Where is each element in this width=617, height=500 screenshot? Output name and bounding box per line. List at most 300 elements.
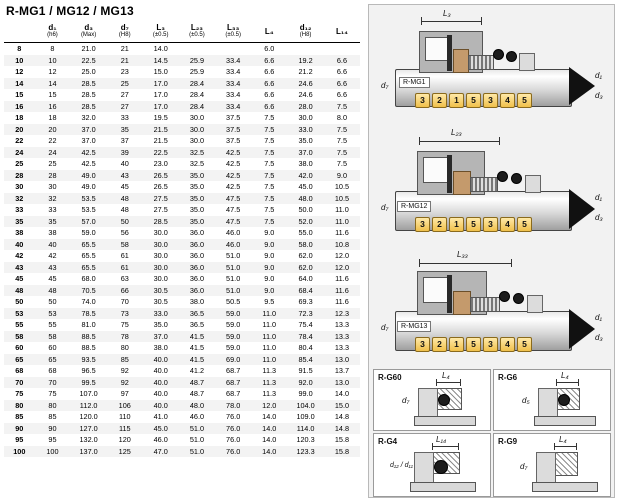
dim-tick xyxy=(436,379,437,386)
table-cell: 70 xyxy=(48,377,57,387)
table-cell: 114.0 xyxy=(296,423,315,433)
col-head-main: L₃ xyxy=(156,23,166,32)
dim-label-d7: d₇ xyxy=(402,396,410,405)
table-cell: 50.5 xyxy=(226,297,241,306)
table-cell: 21.5 xyxy=(153,124,168,134)
figure-rg6 xyxy=(493,369,611,431)
oring xyxy=(511,173,522,184)
callout-chip: 3 xyxy=(483,217,498,232)
table-cell: 24 xyxy=(48,147,57,157)
dim-tick xyxy=(419,259,420,267)
dim-tick xyxy=(511,259,512,267)
table-cell: 35.0 xyxy=(153,320,168,329)
table-cell: 11.6 xyxy=(335,228,349,237)
table-cell: 120 xyxy=(118,435,131,444)
table-cell: 40.0 xyxy=(153,400,168,410)
figure-mg13 xyxy=(373,249,610,365)
table-cell: 69.0 xyxy=(226,354,241,364)
table-cell: 68.0 xyxy=(81,274,96,283)
table-cell: 37.5 xyxy=(226,113,241,122)
table-cell: 7.5 xyxy=(336,159,348,168)
table-cell: 8.0 xyxy=(336,113,348,122)
table-cell: 63 xyxy=(120,274,129,283)
table-col-header xyxy=(287,20,324,43)
table-cell: 26.5 xyxy=(153,182,168,191)
table-cell: 9.0 xyxy=(336,170,348,180)
figure-rg9 xyxy=(493,433,611,497)
oring xyxy=(513,293,524,304)
table-cell: 72.3 xyxy=(298,308,313,318)
table-cell: 32 xyxy=(48,193,57,203)
table-cell: 11.3 xyxy=(262,389,277,398)
table-cell-size: 55 xyxy=(15,320,24,329)
table-cell: 80 xyxy=(48,400,57,410)
table-cell: 70 xyxy=(120,297,129,306)
table-cell: 50 xyxy=(120,216,129,226)
table-cell: 120.3 xyxy=(296,435,315,444)
table-cell: 6.6 xyxy=(336,55,348,65)
table-cell: 85 xyxy=(48,412,57,421)
dim-label-d7: d₇ xyxy=(381,81,389,90)
table-cell: 57.0 xyxy=(81,216,96,226)
table-cell: 35.0 xyxy=(189,193,205,203)
dim-tick xyxy=(578,379,579,386)
table-cell: 41.2 xyxy=(189,366,205,375)
table-cell: 6.6 xyxy=(264,78,275,88)
spring xyxy=(468,55,494,70)
figure-rg4 xyxy=(373,433,491,497)
seal-face-ring xyxy=(447,155,452,193)
dim-label-d1: d₁ xyxy=(595,313,602,322)
table-cell: 91.5 xyxy=(298,366,313,375)
table-cell: 106 xyxy=(118,400,131,410)
table-row xyxy=(4,411,360,423)
table-cell: 53 xyxy=(48,308,57,318)
dim-tick xyxy=(576,443,577,450)
dim-label-L33: L₃₃ xyxy=(457,250,468,259)
table-cell: 41.5 xyxy=(189,343,205,352)
seal-face-ring xyxy=(447,35,452,71)
figure-mg1 xyxy=(373,9,610,121)
table-row xyxy=(4,204,360,216)
table-cell: 27 xyxy=(120,90,129,99)
table-cell: 40.0 xyxy=(153,366,168,375)
table-row xyxy=(4,342,360,354)
retainer xyxy=(418,388,438,418)
table-cell: 48.7 xyxy=(189,389,205,398)
table-cell: 58 xyxy=(120,239,129,249)
table-row xyxy=(4,124,360,136)
figure-rg60 xyxy=(373,369,491,431)
table-cell: 35.0 xyxy=(189,170,205,180)
table-cell: 137.0 xyxy=(79,446,98,456)
table-row xyxy=(4,227,360,239)
table-cell-size: 70 xyxy=(15,377,24,387)
table-cell: 59.0 xyxy=(226,343,241,352)
table-cell: 48.0 xyxy=(189,400,205,410)
callout-chip: 5 xyxy=(517,93,532,108)
table-cell: 9.0 xyxy=(264,251,275,260)
table-cell: 12.0 xyxy=(334,262,350,272)
table-row xyxy=(4,43,360,55)
table-row xyxy=(4,319,360,331)
table-cell: 6.6 xyxy=(264,90,275,99)
table-cell: 7.5 xyxy=(264,182,275,191)
table-cell: 35.0 xyxy=(189,216,205,226)
retainer xyxy=(519,53,535,71)
table-cell-size: 80 xyxy=(15,400,24,410)
table-cell-size: 58 xyxy=(15,331,24,341)
table-cell: 13.3 xyxy=(334,343,350,352)
col-head-sub: (H8) xyxy=(118,32,131,38)
table-cell: 30.5 xyxy=(153,285,168,295)
table-row xyxy=(4,193,360,205)
callout-chips-mg13 xyxy=(415,337,532,352)
table-cell: 30.0 xyxy=(189,136,205,145)
table-cell: 14.0 xyxy=(262,446,277,456)
table-cell: 68.4 xyxy=(298,285,313,295)
dim-line-top xyxy=(556,382,578,383)
table-cell: 47.5 xyxy=(226,193,241,203)
table-cell: 70.5 xyxy=(81,285,96,295)
figure-label-mg1: R-MG1 xyxy=(399,77,430,88)
table-cell: 28.5 xyxy=(81,90,96,99)
table-cell: 37.0 xyxy=(153,331,168,341)
housing-cavity xyxy=(423,157,449,183)
table-cell: 25 xyxy=(120,78,129,88)
table-cell: 33.4 xyxy=(226,101,241,111)
table-cell: 11.0 xyxy=(262,354,277,364)
oring xyxy=(438,394,450,406)
table-cell: 15.8 xyxy=(334,446,350,456)
table-cell: 18 xyxy=(48,113,57,122)
table-cell: 90 xyxy=(48,423,57,433)
table-cell: 6.0 xyxy=(264,44,275,53)
col-head-main: d₁₂ xyxy=(299,23,312,32)
dim-label-L14: L₁₄ xyxy=(436,435,447,444)
callout-chip: 5 xyxy=(466,93,481,108)
shaft-body xyxy=(410,482,476,492)
figures-panel xyxy=(368,4,615,498)
table-cell: 9.5 xyxy=(264,297,275,306)
table-cell: 74.0 xyxy=(81,297,96,306)
shaft-cone xyxy=(569,189,595,229)
table-cell: 75 xyxy=(120,320,129,329)
table-cell: 32.0 xyxy=(81,113,96,122)
table-cell: 64.0 xyxy=(298,274,313,283)
table-cell-size: 28 xyxy=(15,170,24,180)
table-cell: 45.0 xyxy=(153,423,168,433)
table-cell-size: 65 xyxy=(15,354,24,364)
table-cell: 59.0 xyxy=(226,331,241,341)
table-row xyxy=(4,308,360,320)
col-head-sub: (H8) xyxy=(299,32,312,38)
table-cell-size: 16 xyxy=(15,101,24,111)
table-cell: 24.6 xyxy=(298,78,313,88)
table-cell: 32.5 xyxy=(189,159,205,168)
table-cell: 76.0 xyxy=(226,423,241,433)
table-cell: 14.5 xyxy=(153,55,168,65)
table-cell: 21 xyxy=(120,44,129,53)
retainer xyxy=(525,175,541,193)
table-row xyxy=(4,331,360,343)
table-cell-size: 30 xyxy=(15,182,24,191)
table-cell: 6.6 xyxy=(264,67,275,76)
table-cell: 59.0 xyxy=(81,228,96,237)
table-cell: 26.5 xyxy=(153,170,168,180)
table-cell: 14.8 xyxy=(334,412,350,421)
dim-line-top xyxy=(554,446,576,447)
table-cell: 30.0 xyxy=(189,113,205,122)
table-cell: 127.0 xyxy=(79,423,98,433)
table-cell: 46.0 xyxy=(226,239,241,249)
table-cell: 14.0 xyxy=(153,44,168,53)
table-cell-size: 50 xyxy=(15,297,24,306)
table-cell: 37.0 xyxy=(81,136,96,145)
table-cell: 65.5 xyxy=(81,251,96,260)
figure-label-mg13: R-MG13 xyxy=(397,321,431,332)
table-cell-size: 40 xyxy=(15,239,24,249)
table-cell-size: 95 xyxy=(15,435,24,444)
retainer xyxy=(414,452,434,484)
table-cell: 53.5 xyxy=(81,205,96,214)
dim-label-d7: d₇ xyxy=(520,462,528,471)
table-cell: 52.0 xyxy=(298,216,313,226)
dim-tick xyxy=(554,443,555,450)
table-cell-size: 75 xyxy=(15,389,24,398)
table-cell: 36.0 xyxy=(189,274,205,283)
table-cell: 7.5 xyxy=(264,193,275,203)
table-cell: 40.0 xyxy=(153,389,168,398)
table-cell: 51.0 xyxy=(226,251,241,260)
elastomer-bellow xyxy=(453,291,471,315)
callout-chip: 5 xyxy=(517,337,532,352)
callout-chip: 1 xyxy=(449,337,464,352)
table-cell: 33.0 xyxy=(298,124,313,134)
table-row xyxy=(4,400,360,412)
table-cell: 93.5 xyxy=(81,354,96,364)
table-cell: 9.0 xyxy=(264,262,275,272)
table-row xyxy=(4,216,360,228)
callout-chip: 2 xyxy=(432,93,447,108)
table-cell-size: 45 xyxy=(15,274,24,283)
table-cell: 68.7 xyxy=(226,366,241,375)
table-cell: 35 xyxy=(120,124,129,134)
table-cell: 12.0 xyxy=(334,251,350,260)
table-cell: 28.5 xyxy=(153,216,168,226)
dim-label-L4: L₄ xyxy=(559,435,567,444)
table-cell: 22.5 xyxy=(81,55,96,65)
housing-cavity xyxy=(425,37,449,61)
table-cell: 22 xyxy=(48,136,57,145)
table-cell: 9.0 xyxy=(264,228,275,237)
table-cell: 48 xyxy=(48,285,57,295)
table-cell: 30.0 xyxy=(153,262,168,272)
table-cell: 80.4 xyxy=(298,343,313,352)
callout-chip: 1 xyxy=(449,217,464,232)
table-cell: 9.0 xyxy=(264,239,275,249)
table-cell: 42.5 xyxy=(81,159,96,168)
col-head-main: d₁ xyxy=(48,23,57,32)
table-cell: 17.0 xyxy=(153,101,168,111)
table-cell: 76.0 xyxy=(226,446,241,456)
table-cell: 43 xyxy=(48,262,57,272)
figure-label-rg60: R-G60 xyxy=(378,373,402,382)
table-cell: 7.5 xyxy=(264,205,275,214)
dim-label-L23: L₂₃ xyxy=(451,128,462,137)
table-cell-size: 60 xyxy=(15,343,24,352)
table-cell-size: 8 xyxy=(17,44,22,53)
table-cell: 38.0 xyxy=(298,159,313,168)
table-row xyxy=(4,354,360,366)
figure-label-rg9: R-G9 xyxy=(498,437,518,446)
table-cell-size: 14 xyxy=(15,78,24,88)
table-cell: 13.0 xyxy=(334,377,350,387)
table-row xyxy=(4,423,360,435)
table-cell: 42.5 xyxy=(226,159,241,168)
table-cell: 35.0 xyxy=(298,136,313,145)
table-cell: 36.0 xyxy=(189,262,205,272)
table-cell: 9.0 xyxy=(264,274,275,283)
table-cell: 6.6 xyxy=(264,55,275,65)
table-cell: 30.0 xyxy=(153,251,168,260)
table-cell: 11.3 xyxy=(262,366,277,375)
housing-cavity xyxy=(423,277,449,303)
table-cell: 51.0 xyxy=(226,262,241,272)
table-cell: 61 xyxy=(120,251,129,260)
table-cell: 48.7 xyxy=(189,377,205,387)
table-head xyxy=(4,20,360,43)
figure-label-mg12: R-MG12 xyxy=(397,201,431,212)
table-row xyxy=(4,446,360,458)
dim-label-d1: d₁ xyxy=(595,71,602,80)
table-cell: 51.0 xyxy=(189,423,205,433)
table-cell: 53.5 xyxy=(81,193,96,203)
dim-tick xyxy=(419,137,420,145)
shaft-cone xyxy=(569,67,595,105)
table-cell: 55.0 xyxy=(298,228,313,237)
table-cell: 76.0 xyxy=(226,435,241,444)
table-cell: 11.0 xyxy=(335,216,349,226)
table-cell: 12.3 xyxy=(334,308,350,318)
table-cell-size: 53 xyxy=(15,308,24,318)
table-cell: 23 xyxy=(120,67,129,76)
dimensions-table-wrapper xyxy=(4,20,362,457)
table-cell: 27.5 xyxy=(153,193,168,203)
table-cell: 42 xyxy=(48,251,57,260)
table-cell: 78 xyxy=(120,331,129,341)
callout-chip: 5 xyxy=(466,337,481,352)
table-cell: 115 xyxy=(118,423,131,433)
table-cell: 65.5 xyxy=(81,262,96,272)
table-cell: 22.5 xyxy=(153,147,168,157)
table-cell: 12 xyxy=(48,67,57,76)
table-col-header xyxy=(70,20,107,43)
table-cell: 13.3 xyxy=(334,320,350,329)
table-cell: 12.0 xyxy=(262,400,277,410)
table-cell: 41.5 xyxy=(189,331,205,341)
table-row xyxy=(4,135,360,147)
dim-tick xyxy=(499,137,500,145)
table-cell: 13.3 xyxy=(334,331,350,341)
table-cell: 7.5 xyxy=(336,124,348,134)
table-cell: 132.0 xyxy=(79,435,98,444)
table-cell: 51.0 xyxy=(189,446,205,456)
table-cell-size: 12 xyxy=(15,67,24,76)
table-cell: 7.5 xyxy=(336,136,348,145)
table-cell: 36.5 xyxy=(189,320,205,329)
table-cell: 38.0 xyxy=(153,343,168,352)
table-cell: 40.0 xyxy=(153,354,168,364)
callout-chip: 2 xyxy=(432,337,447,352)
callout-chip: 5 xyxy=(466,217,481,232)
spring xyxy=(470,177,498,192)
oring xyxy=(497,171,508,182)
figure-mg12-canvas xyxy=(373,127,610,245)
dim-label-L4: L₄ xyxy=(561,371,569,380)
table-cell: 39 xyxy=(120,147,129,157)
col-head-sub: (Max) xyxy=(80,32,97,38)
table-cell: 40 xyxy=(48,239,57,249)
spring xyxy=(470,297,500,312)
table-cell: 11.0 xyxy=(262,320,277,329)
table-cell-size: 18 xyxy=(15,113,24,122)
dim-label-d3: d₃ xyxy=(595,91,603,100)
table-cell: 88.5 xyxy=(81,343,96,352)
table-cell: 13.7 xyxy=(334,366,350,375)
table-cell: 42.5 xyxy=(226,147,241,157)
figure-mg13-canvas xyxy=(373,249,610,365)
retainer xyxy=(536,452,556,484)
table-cell-size: 15 xyxy=(15,90,24,99)
table-cell: 32.5 xyxy=(189,147,205,157)
table-cell: 55 xyxy=(48,320,57,329)
table-cell xyxy=(287,43,324,55)
table-cell: 50 xyxy=(48,297,57,306)
callout-chip: 3 xyxy=(483,93,498,108)
dim-tick xyxy=(421,17,422,25)
seal-face-ring xyxy=(447,275,452,313)
table-cell: 45 xyxy=(48,274,57,283)
dim-label-d1: d₁ xyxy=(595,193,602,202)
table-cell: 45 xyxy=(120,182,129,191)
table-row xyxy=(4,365,360,377)
table-cell: 76.0 xyxy=(226,412,241,421)
callout-chip: 4 xyxy=(500,217,515,232)
table-cell: 42.0 xyxy=(298,170,313,180)
table-cell: 107.0 xyxy=(79,389,98,398)
table-cell: 123.3 xyxy=(296,446,315,456)
table-cell: 62.0 xyxy=(298,251,313,260)
table-cell: 120.0 xyxy=(79,412,98,421)
table-row xyxy=(4,55,360,67)
table-cell: 42.5 xyxy=(226,182,241,191)
table-cell: 21.5 xyxy=(153,136,168,145)
table-cell: 75 xyxy=(48,389,57,398)
table-col-header xyxy=(143,20,179,43)
section-hatch xyxy=(554,452,578,476)
dimensions-table xyxy=(4,20,360,457)
table-cell: 14.0 xyxy=(262,412,277,421)
table-cell: 25.0 xyxy=(81,67,96,76)
table-cell-size: 85 xyxy=(15,412,24,421)
table-cell: 28.5 xyxy=(81,78,96,88)
table-cell: 65.5 xyxy=(81,239,96,249)
table-cell: 23.0 xyxy=(153,159,168,168)
table-cell: 61 xyxy=(120,262,129,272)
table-cell: 20 xyxy=(48,124,57,134)
table-cell: 49.0 xyxy=(81,182,96,191)
